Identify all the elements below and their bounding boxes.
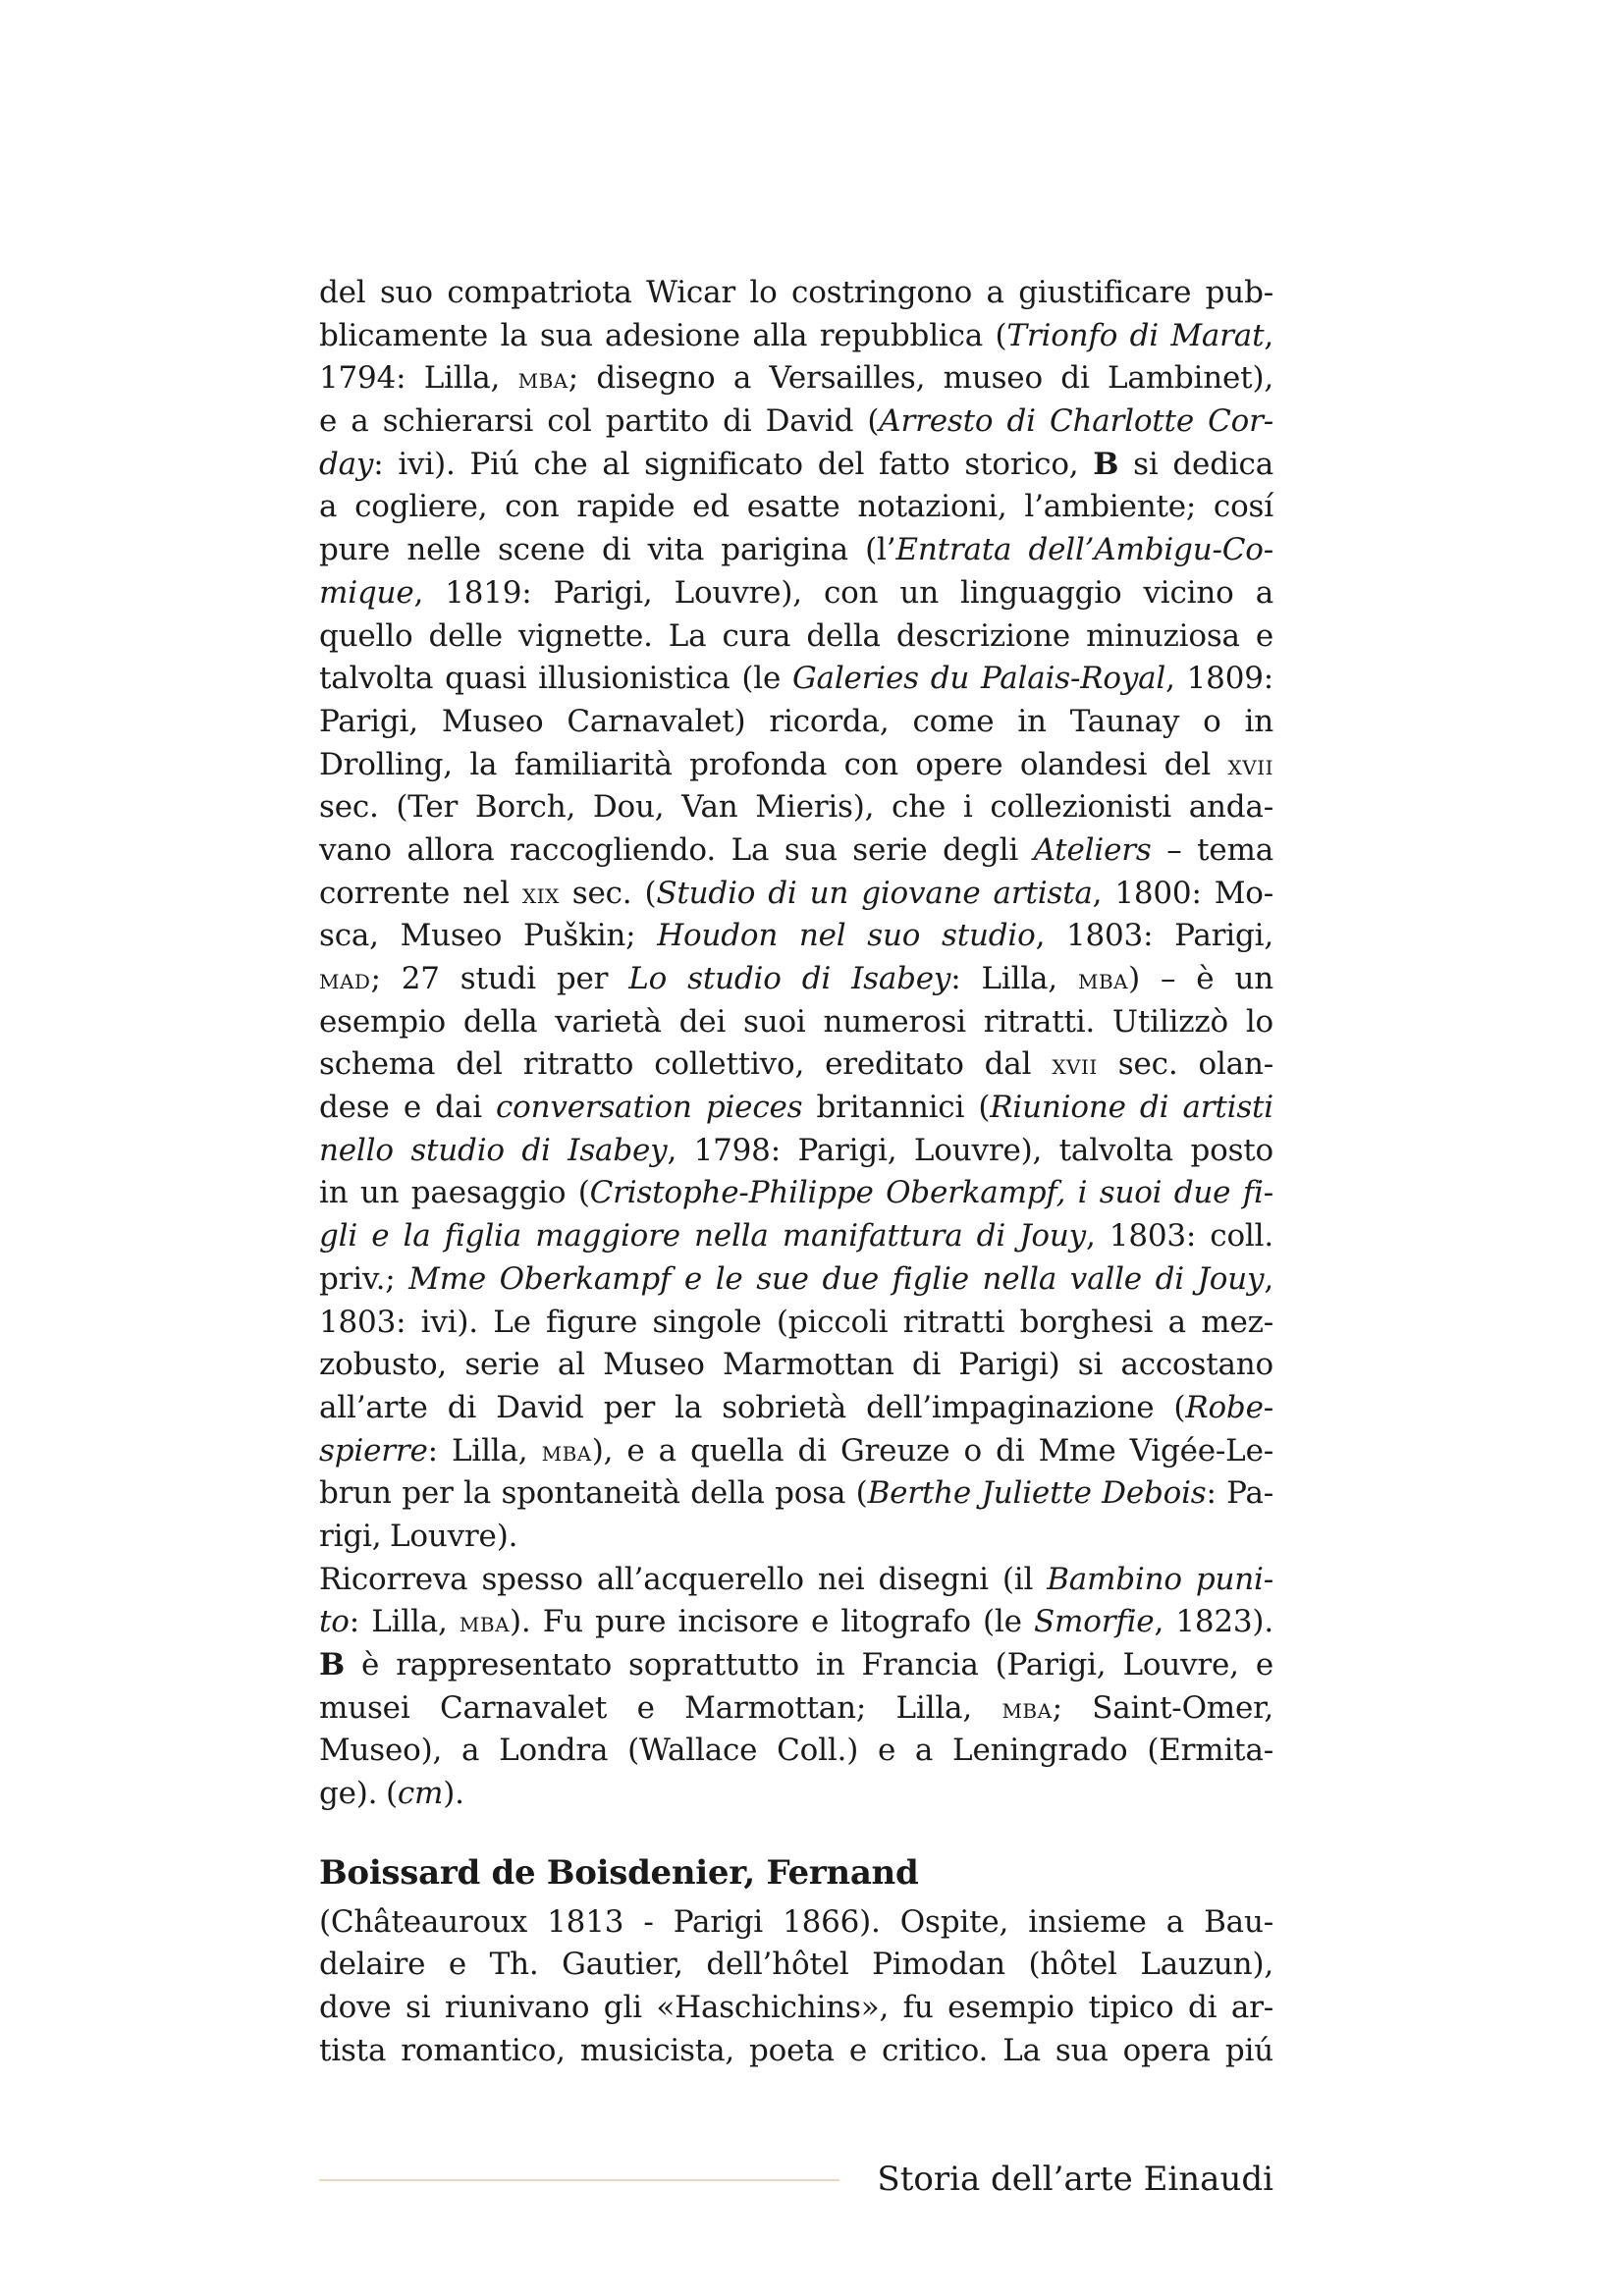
italic-title: Arresto di Charlotte Cor- <box>879 403 1273 440</box>
italic-title: Trionfo di Marat <box>1006 317 1265 353</box>
text-line <box>319 658 1273 701</box>
entry-heading: Boissard de Boisdenier, Fernand <box>319 1852 919 1893</box>
text-line <box>319 744 1273 787</box>
italic-title: Studio di un giovane artista <box>656 875 1093 911</box>
text-run: sec. ( <box>559 875 657 911</box>
footer-publication-title: Storia dell’arte Einaudi <box>877 2160 1273 2199</box>
text-run: : Lilla, <box>349 1604 460 1640</box>
abbreviation: mba <box>459 1606 511 1639</box>
text-run: zobusto, serie al Museo Marmottan di Parigi) si accostano <box>319 1347 1273 1383</box>
text-run: e a schierarsi col partito di David ( <box>319 403 880 440</box>
italic-title: Berthe Juliette Debois <box>867 1475 1207 1512</box>
italic-title: Galeries du Palais-Royal <box>791 661 1166 697</box>
italic-title: gli e la figlia maggiore nella manifattura di Jouy <box>319 1218 1086 1255</box>
abbreviation: xvii <box>1227 748 1273 781</box>
text-run: : ivi). Piú che al significato del fatto storico, <box>373 446 1094 482</box>
text-line <box>319 1944 1273 1987</box>
text-line <box>319 915 1273 958</box>
text-line <box>319 873 1273 916</box>
text-run: 1794: Lilla, <box>319 360 518 397</box>
italic-title: Riunione di artisti <box>990 1090 1274 1126</box>
entry-body <box>319 1901 1273 2073</box>
text-run: ge). ( <box>319 1776 398 1812</box>
text-line <box>319 1302 1273 1345</box>
text-line <box>319 1258 1273 1302</box>
text-run: sec. olan- <box>1097 1046 1273 1083</box>
abbreviation: mba <box>1077 963 1129 995</box>
text-run: ) – è un <box>1128 961 1273 996</box>
text-run: ; disegno a Versailles, museo di Lambinet), <box>568 360 1273 397</box>
text-line <box>319 1344 1273 1387</box>
footer-rule <box>319 2179 839 2181</box>
text-run: britannici ( <box>802 1090 991 1126</box>
text-run: sec. (Ter Borch, Dou, Van Mieris), che i collezionisti anda- <box>319 789 1273 826</box>
text-run: : Pa- <box>1206 1475 1273 1512</box>
text-line <box>319 357 1273 400</box>
text-line <box>319 615 1273 659</box>
abbreviation: mad <box>319 963 371 995</box>
text-line <box>319 400 1273 444</box>
italic-title: Lo studio di Isabey <box>628 961 951 996</box>
text-run: quello delle vignette. La cura della descrizione minuziosa e <box>319 617 1273 654</box>
text-line <box>319 1001 1273 1044</box>
text-line <box>319 829 1273 873</box>
text-run: rigi, Louvre). <box>319 1518 518 1554</box>
text-line <box>319 1601 1273 1644</box>
text-line <box>319 572 1273 615</box>
abbreviation: mba <box>517 362 568 396</box>
text-run: blicamente la sua adesione alla repubblica ( <box>319 317 1007 353</box>
text-run: , 1800: Mo- <box>1092 875 1273 911</box>
text-run: , <box>1264 317 1273 353</box>
italic-title: day <box>319 446 374 482</box>
text-run: , 1803: Parigi, <box>1035 918 1273 954</box>
text-run: brun per la spontaneità della posa ( <box>319 1475 868 1512</box>
text-run: : Lilla, <box>427 1432 542 1468</box>
paragraph-1 <box>319 272 1273 1559</box>
italic-title: nello studio di Isabey <box>319 1132 668 1168</box>
text-line <box>319 1687 1273 1731</box>
italic-title: to <box>319 1604 350 1640</box>
italic-title: Robe- <box>1185 1389 1273 1425</box>
bold-initial: B <box>319 1647 346 1682</box>
italic-title: Houdon nel suo studio <box>657 918 1036 954</box>
text-line <box>319 1730 1273 1773</box>
text-run: ). <box>443 1776 464 1812</box>
text-run: , 1823). <box>1154 1604 1273 1640</box>
text-run: Ricorreva spesso all’acquerello nei disegni (il <box>319 1561 1048 1597</box>
text-line <box>319 1987 1273 2030</box>
text-line <box>319 786 1273 829</box>
text-line <box>319 1472 1273 1516</box>
text-run: vano allora raccogliendo. La sua serie degli <box>319 831 1034 868</box>
text-run: , <box>1264 1260 1273 1297</box>
text-line <box>319 529 1273 572</box>
text-run: : Lilla, <box>950 961 1078 996</box>
text-run: a cogliere, con rapide ed esatte notazioni, l’ambiente; cosí <box>319 489 1273 525</box>
text-run: dese e dai <box>319 1090 496 1126</box>
text-line <box>319 1215 1273 1258</box>
text-line <box>319 444 1273 487</box>
text-line <box>319 2030 1273 2073</box>
italic-title: conversation pieces <box>495 1090 803 1126</box>
text-run: corrente nel <box>319 875 522 911</box>
bold-initial: B <box>1093 446 1119 482</box>
abbreviation: xix <box>521 877 560 910</box>
text-run: , 1798: Parigi, Louvre), talvolta posto <box>667 1132 1274 1168</box>
text-line <box>319 1430 1273 1473</box>
text-line <box>319 272 1273 315</box>
abbreviation: mba <box>541 1434 592 1468</box>
text-run: del suo compatriota Wicar lo costringono a giustificare pub- <box>319 275 1273 310</box>
text-line <box>319 315 1273 358</box>
text-run: , 1803: coll. <box>1085 1218 1273 1255</box>
italic-title: Cristophe-Philippe Oberkampf, i suoi due fi- <box>589 1175 1273 1211</box>
italic-title: Ateliers <box>1033 831 1152 868</box>
text-run: ), e a quella di Greuze o di Mme Vigée-Le- <box>591 1432 1273 1468</box>
page-content <box>319 272 1273 2073</box>
text-run: delaire e Th. Gautier, dell’hôtel Pimodan (hôtel Lauzun), <box>319 1947 1273 1983</box>
text-run: all’arte di David per la sobrietà dell’impaginazione ( <box>319 1389 1186 1425</box>
text-line <box>319 1644 1273 1687</box>
italic-title: Bambino puni- <box>1047 1561 1274 1597</box>
text-run: ). Fu pure incisore e litografo (le <box>510 1604 1034 1640</box>
text-run: ; Saint-Omer, <box>1052 1689 1274 1726</box>
text-run: (Châteauroux 1813 - Parigi 1866). Ospite, insieme a Bau- <box>319 1903 1273 1940</box>
text-run: schema del ritratto collettivo, ereditato dal <box>319 1046 1053 1083</box>
text-run: è rappresentato soprattutto in Francia (Parigi, Louvre, e <box>345 1647 1273 1682</box>
text-line <box>319 486 1273 529</box>
text-run: , 1819: Parigi, Louvre), con un linguaggio vicino a <box>413 574 1273 611</box>
text-run: sca, Museo Puškin; <box>319 918 658 954</box>
page-footer <box>319 2155 1273 2204</box>
text-run: – tema <box>1151 831 1273 868</box>
text-line <box>319 1130 1273 1173</box>
italic-title: cm <box>397 1776 444 1812</box>
text-line <box>319 958 1273 1001</box>
text-line <box>319 1387 1273 1430</box>
text-run: dove si riunivano gli «Haschichins», fu esempio tipico di ar- <box>319 1990 1273 2026</box>
paragraph-2 <box>319 1559 1273 1816</box>
text-line <box>319 1559 1273 1602</box>
text-run: Museo), a Londra (Wallace Coll.) e a Leningrado (Ermita- <box>319 1733 1273 1769</box>
text-run: in un paesaggio ( <box>319 1175 590 1211</box>
text-line <box>319 701 1273 744</box>
text-run: esempio della varietà dei suoi numerosi ritratti. Utilizzò lo <box>319 1003 1273 1040</box>
text-run: talvolta quasi illusionistica (le <box>319 661 792 697</box>
text-run: ; 27 studi per <box>370 961 629 996</box>
italic-title: mique <box>319 574 414 611</box>
text-run: priv.; <box>319 1260 409 1297</box>
text-line <box>319 1773 1273 1816</box>
text-run: si dedica <box>1118 446 1273 482</box>
text-run: musei Carnavalet e Marmottan; Lilla, <box>319 1689 1002 1726</box>
text-line <box>319 1043 1273 1087</box>
text-line <box>319 1087 1273 1130</box>
text-run: Parigi, Museo Carnavalet) ricorda, come in Taunay o in <box>319 703 1273 739</box>
text-run: 1803: ivi). Le figure singole (piccoli ritratti borghesi a mez- <box>319 1304 1273 1340</box>
abbreviation: mba <box>1001 1691 1053 1725</box>
text-line <box>319 1172 1273 1215</box>
abbreviation: xvii <box>1052 1048 1098 1082</box>
italic-title: Entrata dell’Ambigu-Co- <box>895 532 1273 568</box>
text-run: tista romantico, musicista, poeta e critico. La sua opera piú <box>319 2032 1273 2068</box>
text-line <box>319 1516 1273 1559</box>
italic-title: Mme Oberkampf e le sue due figlie nella valle di Jouy <box>408 1260 1265 1297</box>
text-line <box>319 1901 1273 1945</box>
text-run: pure nelle scene di vita parigina (l’ <box>319 532 896 568</box>
text-run: , 1809: <box>1165 661 1273 697</box>
italic-title: Smorfie <box>1034 1604 1155 1640</box>
text-run: Drolling, la familiarità profonda con opere olandesi del <box>319 746 1228 782</box>
italic-title: spierre <box>319 1432 428 1468</box>
